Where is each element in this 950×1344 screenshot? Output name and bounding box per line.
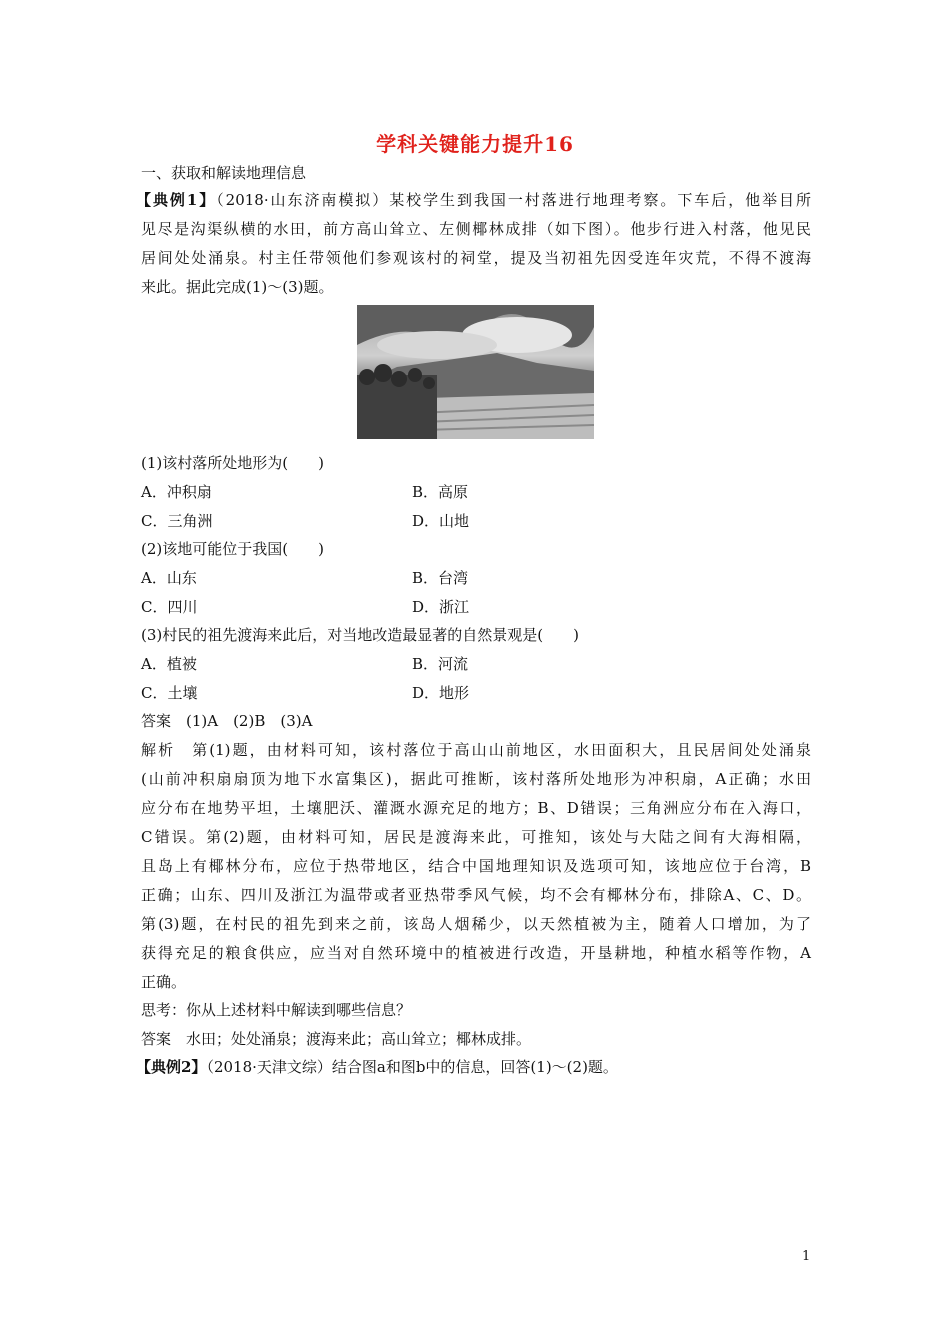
example1-line2: 见尽是沟渠纵横的水田，前方高山耸立、左侧椰林成排（如下图）。他步行进入村落，他见民 — [141, 220, 811, 238]
analysis-line-4: C错误。第(2)题，由材料可知，居民是渡海来此，可推知，该处与大陆之间有大海相隔， — [141, 828, 811, 846]
q3-option-a: A．植被 — [141, 655, 197, 673]
question-1-stem: (1)该村落所处地形为( ) — [141, 454, 324, 472]
answer-line: 答案 (1)A (2)B (3)A — [141, 712, 313, 730]
landscape-photo — [357, 305, 594, 439]
q3-option-b: B．河流 — [412, 655, 469, 673]
section-heading: 一、获取和解读地理信息 — [141, 164, 307, 182]
example1-tag: 【典例1】 — [136, 191, 217, 209]
example1-line1: 【典例1】（2018·山东济南模拟）某校学生到我国一村落进行地理考察。下车后，他举目所 — [136, 191, 812, 209]
example1-line3: 居间处处涌泉。村主任带领他们参观该村的祠堂，提及当初祖先因受连年灾荒，不得不渡海 — [141, 249, 811, 267]
q2-option-b: B．台湾 — [412, 569, 469, 587]
question-2-stem: (2)该地可能位于我国( ) — [141, 540, 324, 558]
think-question: 思考：你从上述材料中解读到哪些信息？ — [141, 1001, 412, 1019]
analysis-line-6: 正确；山东、四川及浙江为温带或者亚热带季风气候，均不会有椰林分布，排除A、C、D。 — [141, 886, 811, 904]
example2-tag: 【典例2】 — [136, 1058, 207, 1076]
example1-line4: 来此。据此完成(1)～(3)题。 — [141, 278, 334, 296]
q2-option-c: C．四川 — [141, 598, 198, 616]
question-3-stem: (3)村民的祖先渡海来此后，对当地改造最显著的自然景观是( ) — [141, 626, 579, 644]
think-answer: 答案 水田；处处涌泉；渡海来此；高山耸立；椰林成排。 — [141, 1030, 532, 1048]
q1-option-d: D．山地 — [412, 512, 470, 530]
q2-option-a: A．山东 — [141, 569, 197, 587]
q1-option-b: B．高原 — [412, 483, 469, 501]
q3-option-c: C．土壤 — [141, 684, 198, 702]
q3-option-d: D．地形 — [412, 684, 470, 702]
q1-option-c: C．三角洲 — [141, 512, 213, 530]
analysis-line-5: 且岛上有椰林分布，应位于热带地区，结合中国地理知识及选项可知，该地应位于台湾，B — [141, 857, 811, 875]
analysis-line-9: 正确。 — [141, 973, 187, 991]
analysis-line-3: 应分布在地势平坦，土壤肥沃、灌溉水源充足的地方；B、D错误；三角洲应分布在入海口， — [141, 799, 811, 817]
analysis-line-1: 解析 第(1)题，由材料可知，该村落位于高山山前地区，水田面积大，且民居间处处涌泉 — [141, 741, 811, 759]
analysis-line-2: (山前冲积扇扇顶为地下水富集区)，据此可推断，该村落所处地形为冲积扇，A正确；水田 — [141, 770, 811, 788]
q2-option-d: D．浙江 — [412, 598, 470, 616]
analysis-line-7: 第(3)题，在村民的祖先到来之前，该岛人烟稀少，以天然植被为主，随着人口增加，为了 — [141, 915, 811, 933]
page-number: 1 — [802, 1249, 811, 1264]
example2-line: 【典例2】（2018·天津文综）结合图a和图b中的信息，回答(1)～(2)题。 — [136, 1058, 618, 1076]
q1-option-a: A．冲积扇 — [141, 483, 212, 501]
page-title: 学科关键能力提升16 — [376, 132, 574, 156]
analysis-line-8: 获得充足的粮食供应，应当对自然环境中的植被进行改造，开垦耕地，种植水稻等作物，A — [141, 944, 811, 962]
